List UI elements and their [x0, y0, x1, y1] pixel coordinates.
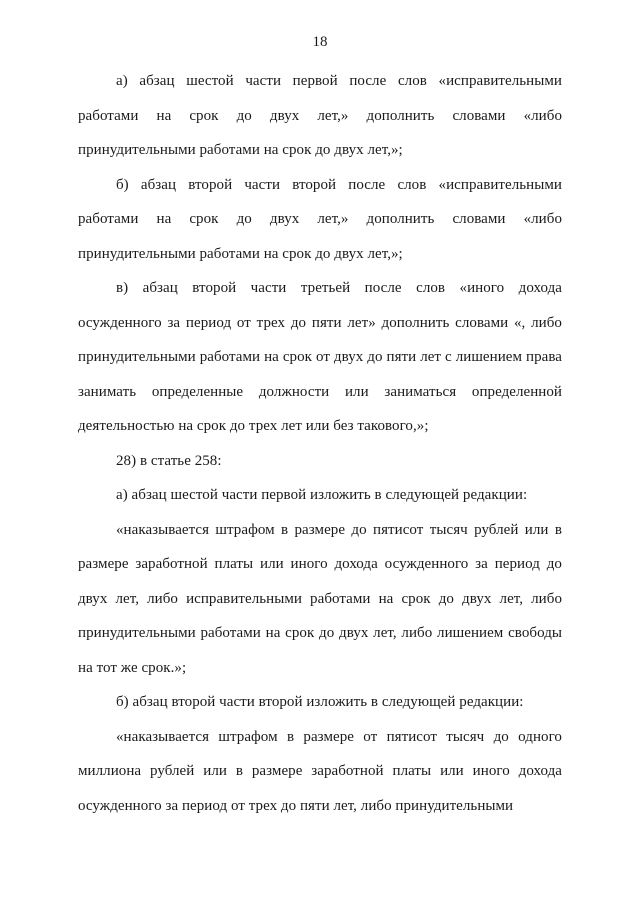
- paragraph-amendment-v-part-three: в) абзац второй части третьей после слов «иного дохода осужденного за период от трех до пяти лет» дополнить словами «, либо принудительными работами на срок от двух до пяти лет с лишением права занимать определенные должности или заниматься определенной деятельностью на срок до трех лет или без такового,»;: [78, 280, 562, 434]
- paragraph-item-28-article-258: 28) в статье 258:: [116, 452, 222, 469]
- page-number: 18: [312, 34, 328, 50]
- paragraph-amendment-b-part-two: б) абзац второй части второй после слов «исправительными работами на срок до двух лет,» дополнить словами «либо принудительными работами на срок до двух лет,»;: [78, 176, 562, 262]
- document-body: [78, 64, 562, 823]
- paragraph-article-258-item-a: а) абзац шестой части первой изложить в следующей редакции:: [116, 487, 528, 503]
- paragraph-amendment-a-part-one: а) абзац шестой части первой после слов «исправительными работами на срок до двух лет,» дополнить словами «либо принудительными работами на срок до двух лет,»;: [78, 73, 562, 158]
- paragraph-article-258-item-b: б) абзац второй части второй изложить в следующей редакции:: [116, 694, 524, 710]
- paragraph-quoted-penalty-a: «наказывается штрафом в размере до пятисот тысяч рублей или в размере заработной платы или иного дохода осужденного за период до двух лет, либо исправительными работами на срок до двух лет, либо принудительными работами на срок до двух лет, либо лишением свободы на тот же срок.»;: [78, 521, 562, 676]
- paragraph-quoted-penalty-b: «наказывается штрафом в размере от пятисот тысяч до одного миллиона рублей или в размере заработной платы или иного дохода осужденного за период от трех до пяти лет, либо принудительными: [78, 728, 562, 814]
